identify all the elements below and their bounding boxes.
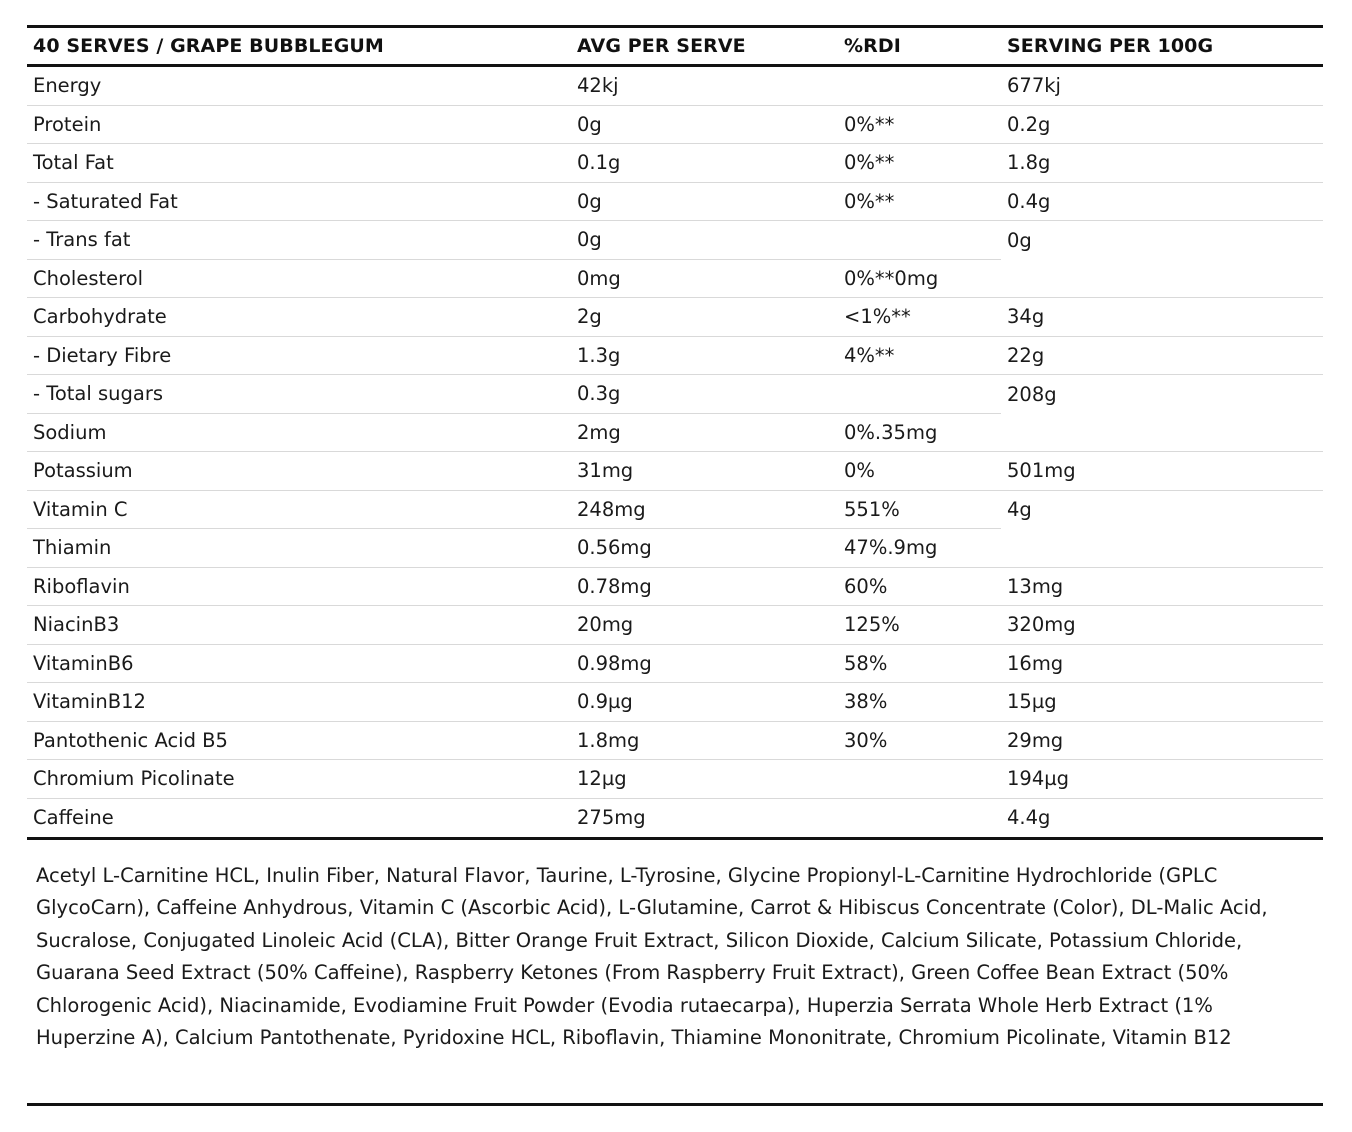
row-per100 [1001,529,1323,568]
row-per100 [1001,414,1323,453]
row-rdi: 58% [838,645,1001,684]
row-per100: 4g [1007,498,1032,522]
row-rdi: 0%** [838,183,1001,222]
row-avg: 1.8mg [571,722,838,761]
table-row [27,491,1323,530]
table-row [27,606,1323,645]
row-avg: 12µg [571,760,838,799]
table-row [27,722,1323,761]
row-per100: 501mg [1001,452,1323,491]
row-avg: 0g [571,106,838,145]
row-per100: 22g [1001,337,1323,376]
row-avg: 0.56mg [571,529,838,568]
table-row [27,760,1323,799]
row-per100: 320mg [1001,606,1323,645]
row-per100: 0.4g [1001,183,1323,222]
row-rdi: 0%** [838,144,1001,183]
row-name: Pantothenic Acid B5 [27,722,571,761]
row-avg: 20mg [571,606,838,645]
row-name: Total Fat [27,144,571,183]
row-avg: 1.3g [571,337,838,376]
row-per100: 194µg [1001,760,1323,799]
table-bottom-rule [27,837,1323,840]
table-row [27,799,1323,838]
row-name: Sodium [27,414,571,453]
table-row [27,683,1323,722]
row-rdi [838,67,1001,106]
table-row [27,221,1323,260]
nutrition-panel [27,25,1323,1054]
row-per100: 16mg [1001,645,1323,684]
row-per100: 208g [1007,382,1057,406]
row-rdi: 125% [838,606,1001,645]
table-row [27,645,1323,684]
row-rdi: 60% [838,568,1001,607]
footer-rule [27,1103,1323,1106]
row-per100 [1001,260,1323,299]
row-per100: 1.8g [1001,144,1323,183]
row-per100: 0.2g [1001,106,1323,145]
row-name: VitaminB6 [27,645,571,684]
row-name: Potassium [27,452,571,491]
header-rdi: %RDI [844,35,901,57]
table-row [27,183,1323,222]
table-body [27,67,1323,837]
header-name: 40 SERVES / GRAPE BUBBLEGUM [33,35,384,57]
row-rdi: 0%**0mg [838,260,1001,299]
row-per100: 677kj [1001,67,1323,106]
row-avg: 248mg [571,491,838,530]
header-avg-per-serve: AVG PER SERVE [577,35,746,57]
table-row [27,298,1323,337]
row-name: VitaminB12 [27,683,571,722]
row-avg: 0.9µg [571,683,838,722]
row-name: - Total sugars [27,375,571,414]
table-row [27,452,1323,491]
row-name: - Trans fat [27,221,571,260]
row-rdi [838,375,1001,414]
row-per100: 13mg [1001,568,1323,607]
table-row [27,106,1323,145]
row-rdi: 4%** [838,337,1001,376]
row-avg: 2mg [571,414,838,453]
row-rdi: 0%.35mg [838,414,1001,453]
row-avg: 0g [571,221,838,260]
row-rdi: 30% [838,722,1001,761]
row-name: Carbohydrate [27,298,571,337]
row-name: Energy [27,67,571,106]
row-avg: 0.3g [571,375,838,414]
table-row [27,568,1323,607]
row-rdi: <1%** [838,298,1001,337]
row-avg: 2g [571,298,838,337]
row-rdi [838,760,1001,799]
table-header [27,28,1323,67]
table-row [27,529,1323,568]
table-row [27,260,1323,299]
table-row [27,144,1323,183]
header-per-100g: SERVING PER 100G [1007,35,1214,57]
row-name: Chromium Picolinate [27,760,571,799]
row-name: Cholesterol [27,260,571,299]
row-name: - Dietary Fibre [27,337,571,376]
table-row [27,375,1323,414]
row-avg: 0g [571,183,838,222]
row-name: Vitamin C [27,491,571,530]
row-rdi: 0% [838,452,1001,491]
row-avg: 0.78mg [571,568,838,607]
row-rdi: 47%.9mg [838,529,1001,568]
row-avg: 275mg [577,806,646,830]
row-name: - Saturated Fat [27,183,571,222]
row-name: Riboflavin [27,568,571,607]
row-rdi: 0%** [838,106,1001,145]
row-per100: 29mg [1001,722,1323,761]
row-avg: 0.1g [571,144,838,183]
row-name: NiacinB3 [27,606,571,645]
row-avg: 0.98mg [571,645,838,684]
row-per100: 34g [1001,298,1323,337]
row-name: Thiamin [27,529,571,568]
row-avg: 31mg [571,452,838,491]
row-rdi [838,221,1001,260]
table-row [27,337,1323,376]
table-row [27,67,1323,106]
row-per100: 15µg [1001,683,1323,722]
ingredients-text: Acetyl L-Carnitine HCL, Inulin Fiber, Natural Flavor, Taurine, L-Tyrosine, Glycine Propionyl-L-Carnitine Hydrochloride (GPLC GlycoCarn), Caffeine Anhydrous, Vitamin C (Ascorbic Acid), L-Glutamine, Carrot & Hibiscus Concentrate (Color), DL-Malic Acid, Sucralose, Conjugated Linoleic Acid (CLA), Bitter Orange Fruit Extract, Silicon Dioxide, Calcium Silicate, Potassium Chloride, Guarana Seed Extract (50% Caffeine), Raspberry Ketones (From Raspberry Fruit Extract), Green Coffee Bean Extract (50% Chlorogenic Acid), Niacinamide, Evodiamine Fruit Powder (Evodia rutaecarpa), Huperzia Serrata Whole Herb Extract (1% Huperzine A), Calcium Pantothenate, Pyridoxine HCL, Riboflavin, Thiamine Mononitrate, Chromium Picolinate, Vitamin B12 [36,864,1268,1050]
row-per100: 0g [1007,228,1032,252]
table-row [27,414,1323,453]
row-avg: 0mg [571,260,838,299]
row-rdi [838,799,1001,838]
row-avg: 42kj [571,67,838,106]
row-per100: 4.4g [1007,806,1051,830]
row-name: Protein [27,106,571,145]
row-rdi: 551% [838,491,1001,530]
row-rdi: 38% [838,683,1001,722]
row-name: Caffeine [33,806,114,830]
